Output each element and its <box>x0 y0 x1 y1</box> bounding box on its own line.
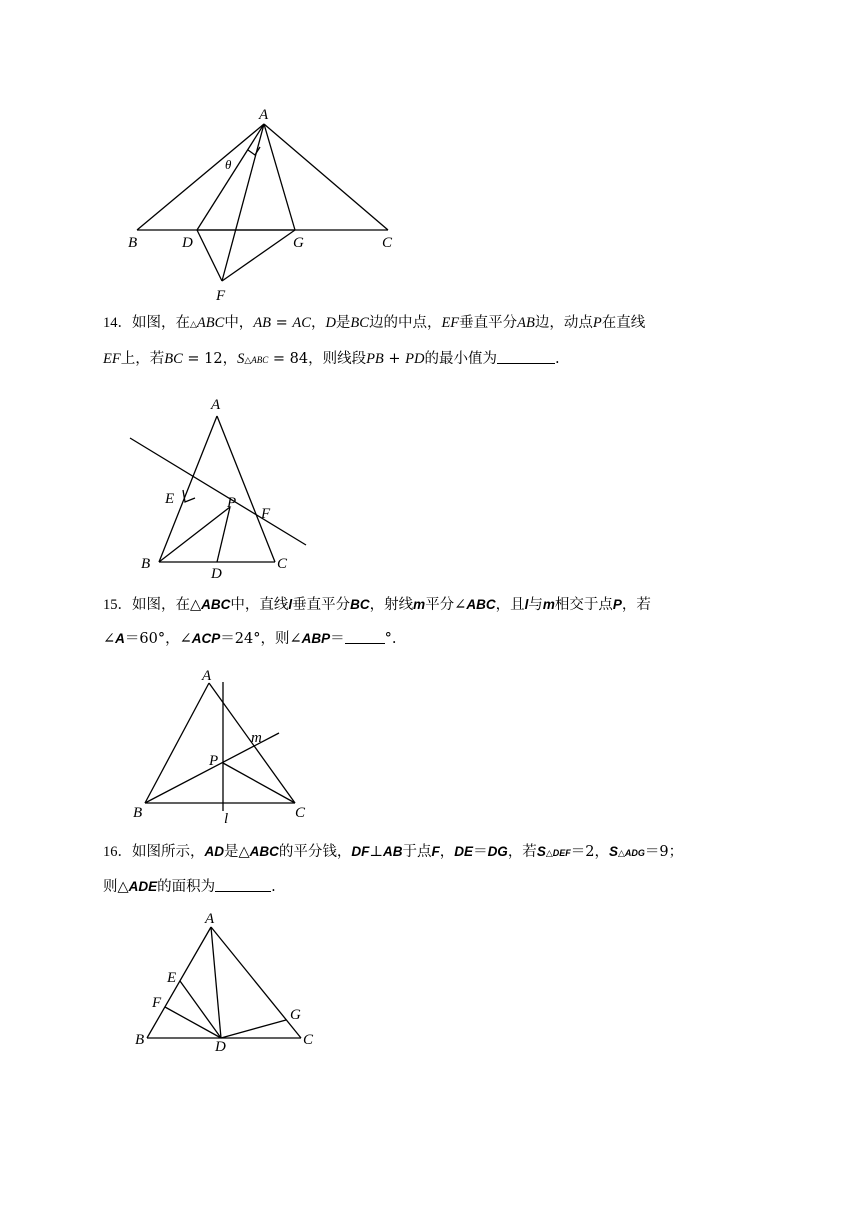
label-G: G <box>293 235 304 251</box>
segment-AC <box>264 124 388 230</box>
line-EF <box>130 438 306 545</box>
question-15: 15．如图，在△ABC中，直线l垂直平分BC，射线m平分∠ABC，且l与m相交于点P，若 ∠A＝60°，∠ACP＝24°，则∠ABP＝ °. <box>103 597 651 647</box>
segment-AC <box>217 416 275 562</box>
answer-blank-16[interactable] <box>215 877 271 892</box>
segment-AF <box>222 124 264 281</box>
label-A: A <box>259 107 269 123</box>
label-G: G <box>290 1007 301 1023</box>
question-14: 14．如图，在△ABC中，AB = AC，D是BC边的中点，EF垂直平分AB边，动点P在直线 EF上，若BC = 12，S△ABC = 84，则线段PB + PD的最小值为 . <box>103 315 646 367</box>
label-l: l <box>224 811 229 827</box>
label-F: F <box>261 506 271 522</box>
label-E: E <box>167 970 177 986</box>
label-B: B <box>135 1032 145 1048</box>
label-F: F <box>216 288 226 304</box>
segment-AD <box>197 124 264 230</box>
figure-q15 <box>125 665 315 830</box>
right-angle-mark <box>248 147 260 155</box>
label-C: C <box>303 1032 314 1048</box>
label-P: P <box>209 753 219 769</box>
label-D: D <box>211 566 222 580</box>
label-C: C <box>277 556 288 572</box>
answer-blank-14[interactable] <box>497 349 555 364</box>
segment-AB <box>147 927 211 1038</box>
segment-DE <box>180 981 221 1038</box>
label-A: A <box>211 397 221 413</box>
label-D: D <box>182 235 193 251</box>
figure-q14 <box>125 390 315 580</box>
answer-blank-15[interactable] <box>345 629 385 644</box>
label-E: E <box>165 491 175 507</box>
segment-DF <box>165 1007 221 1038</box>
label-C: C <box>295 805 306 821</box>
question-16: 16．如图所示，AD是△ABC的平分钱，DF⊥AB于点F，DE＝DG，若S△DEF＝2，S△ADG＝9； 则△ADE的面积为 . <box>103 844 684 895</box>
label-theta: θ <box>225 157 232 172</box>
segment-AB <box>145 683 209 803</box>
segment-AG <box>264 124 295 230</box>
label-A: A <box>205 911 215 927</box>
segment-PC <box>223 763 295 803</box>
label-A: A <box>202 668 212 684</box>
label-F: F <box>152 995 162 1011</box>
segment-AD <box>211 927 221 1038</box>
segment-AC <box>211 927 301 1038</box>
label-P: P <box>227 495 237 511</box>
segment-DG <box>221 1020 286 1038</box>
label-m: m <box>251 730 262 746</box>
label-D: D <box>215 1039 226 1055</box>
segment-AB <box>137 124 264 230</box>
label-B: B <box>128 235 138 251</box>
figure-q16 <box>125 905 325 1055</box>
label-C: C <box>382 235 393 251</box>
segment-DF <box>197 230 222 281</box>
label-B: B <box>141 556 151 572</box>
label-B: B <box>133 805 143 821</box>
figure-q13 <box>120 100 410 310</box>
